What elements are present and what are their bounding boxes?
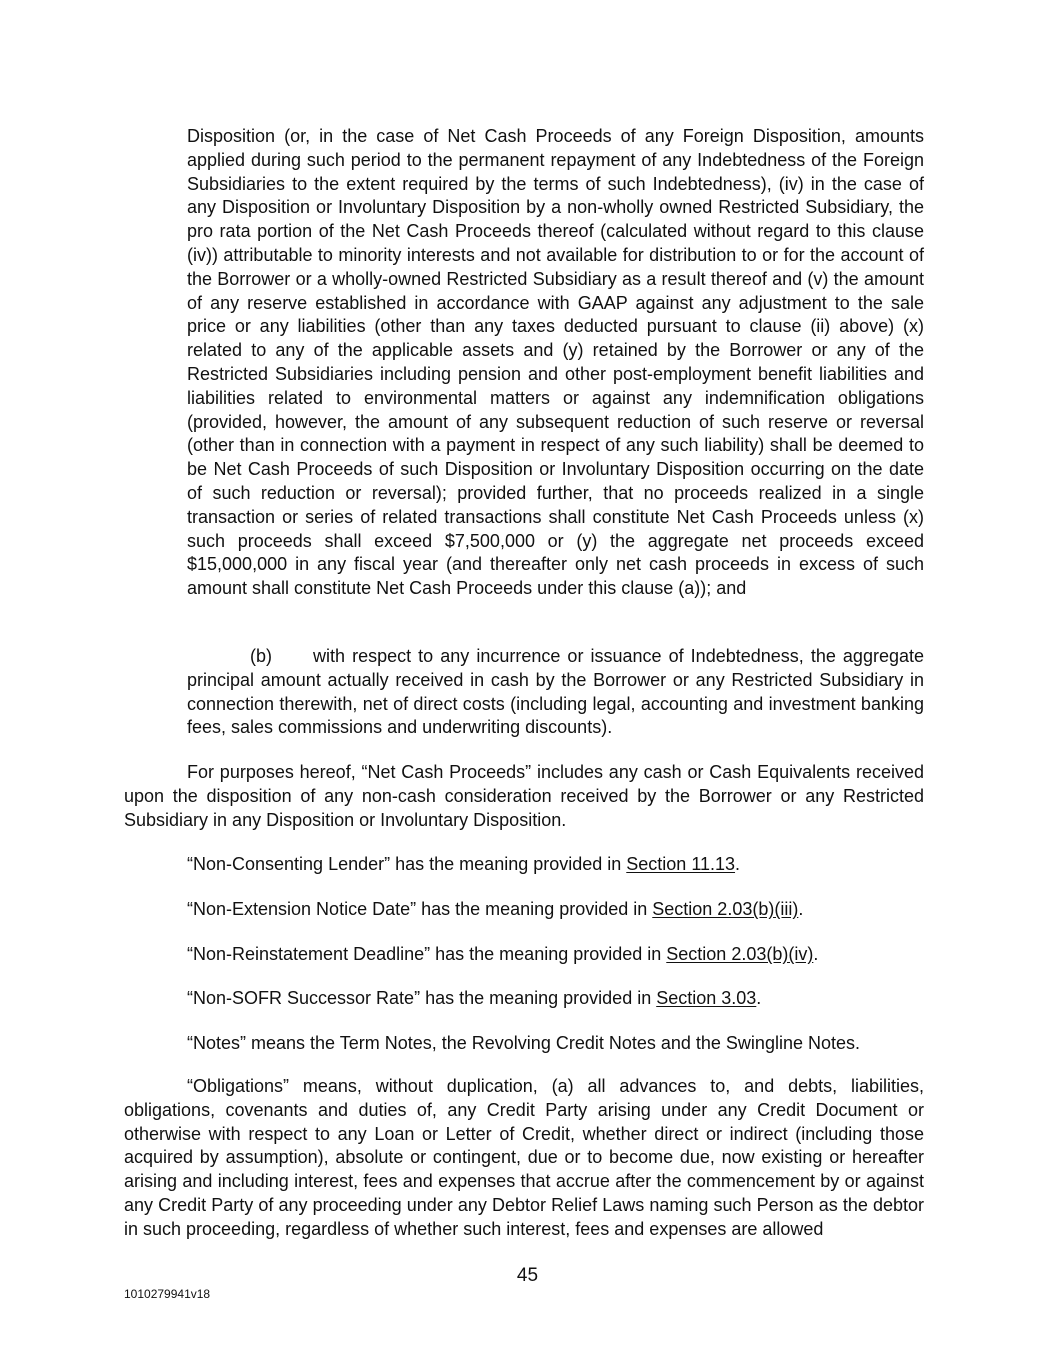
definition-text: has the meaning provided in bbox=[416, 899, 653, 919]
definition-end: . bbox=[756, 988, 762, 1008]
clause-a-continuation: Disposition (or, in the case of Net Cash Proceeds of any Foreign Disposition, amounts applied during such period to the permanent repayment of any Indebtedness of the Foreign Subsidiaries to the extent required by the terms of such Indebtedness), (iv) in the case of any Disposition or Involuntary Disposition by a non-wholly owned Restricted Subsidiary, the pro rata portion of the Net Cash Proceeds thereof (calculated without regard to this clause (iv)) attributable to minority interests and not available for distribution to or for the account of the Borrower or a wholly-owned Restricted Subsidiary as a result thereof and (v) the amount of any reserve established in accordance with GAAP against any adjustment to the sale price or any liabilities (other than any taxes deducted pursuant to clause (ii) above) (x) related to any of the applicable assets and (y) retained by the Borrower or any of the Restricted Subsidiaries including pension and other post-employment benefit liabilities and liabilities related to environmental matters or against any indemnification obligations (provided, however, the amount of any subsequent reduction of such reserve or reversal (other than in connection with a payment in respect of any such liability) shall be deemed to be Net Cash Proceeds of such Disposition or Involuntary Disposition occurring on the date of such reduction or reversal); provided further, that no proceeds realized in a single transaction or series of related transactions shall constitute Net Cash Proceeds unless (x) such proceeds shall exceed $7,500,000 or (y) the aggregate net proceeds exceed $15,000,000 in any fiscal year (and thereafter only net cash proceeds in excess of such amount shall constitute Net Cash Proceeds under this clause (a)); and bbox=[187, 126, 924, 599]
definition-end: . bbox=[813, 944, 819, 964]
definition-non-sofr-successor-rate bbox=[187, 986, 761, 1010]
clause-b bbox=[187, 645, 924, 740]
definition-term: “Non-Extension Notice Date” bbox=[187, 899, 417, 919]
definition-end: . bbox=[798, 899, 804, 919]
definition-term: “Non-Reinstatement Deadline” bbox=[187, 944, 431, 964]
section-reference-link[interactable]: Section 2.03(b)(iii) bbox=[652, 899, 799, 919]
definition-non-extension-notice-date bbox=[187, 897, 803, 921]
definition-non-consenting-lender bbox=[187, 852, 740, 876]
section-reference-link[interactable]: Section 11.13 bbox=[626, 854, 736, 874]
definition-term: “Non-Consenting Lender” bbox=[187, 854, 391, 874]
obligations-paragraph: “Obligations” means, without duplication, (a) all advances to, and debts, liabilities, obligations, covenants and duties of, any Credit Party arising under any Credit Document or otherwise with respect to any Loan or Letter of Credit, whether direct or indirect (including those acquired by assumption), absolute or contingent, due or to become due, now existing or hereafter arising and including interest, fees and expenses that accrue after the commencement by or against any Credit Party of any proceeding under any Debtor Relief Laws naming such Person as the debtor in such proceeding, regardless of whether such interest, fees and expenses are allowed bbox=[124, 1076, 924, 1239]
definition-text: has the meaning provided in bbox=[430, 944, 667, 964]
purposes-paragraph: For purposes hereof, “Net Cash Proceeds” includes any cash or Cash Equivalents received upon the disposition of any non-cash consideration received by the Borrower or any Restricted Subsidiary in any Disposition or Involuntary Disposition. bbox=[124, 762, 924, 830]
page-number: 45 bbox=[516, 1265, 539, 1286]
definition-end: . bbox=[735, 854, 741, 874]
definition-term: “Non-SOFR Successor Rate” bbox=[187, 988, 421, 1008]
section-reference-link[interactable]: Section 3.03 bbox=[656, 988, 757, 1008]
definition-text: means the Term Notes, the Revolving Credit Notes and the Swingline Notes. bbox=[246, 1033, 860, 1053]
definition-text: has the meaning provided in bbox=[420, 988, 657, 1008]
section-reference-link[interactable]: Section 2.03(b)(iv) bbox=[666, 944, 814, 964]
clause-b-text: with respect to any incurrence or issuance of Indebtedness, the aggregate principal amount actually received in cash by the Borrower or any Restricted Subsidiary in connection therewith, net of direct costs (including legal, accounting and investment banking fees, sales commissions and underwriting discounts). bbox=[187, 646, 924, 738]
definition-notes bbox=[187, 1031, 860, 1055]
definition-text: has the meaning provided in bbox=[390, 854, 627, 874]
definition-non-reinstatement-deadline bbox=[187, 942, 818, 966]
definition-term: “Notes” bbox=[187, 1033, 247, 1053]
document-id: 1010279941v18 bbox=[124, 1287, 211, 1301]
clause-b-label: (b) bbox=[250, 646, 272, 666]
